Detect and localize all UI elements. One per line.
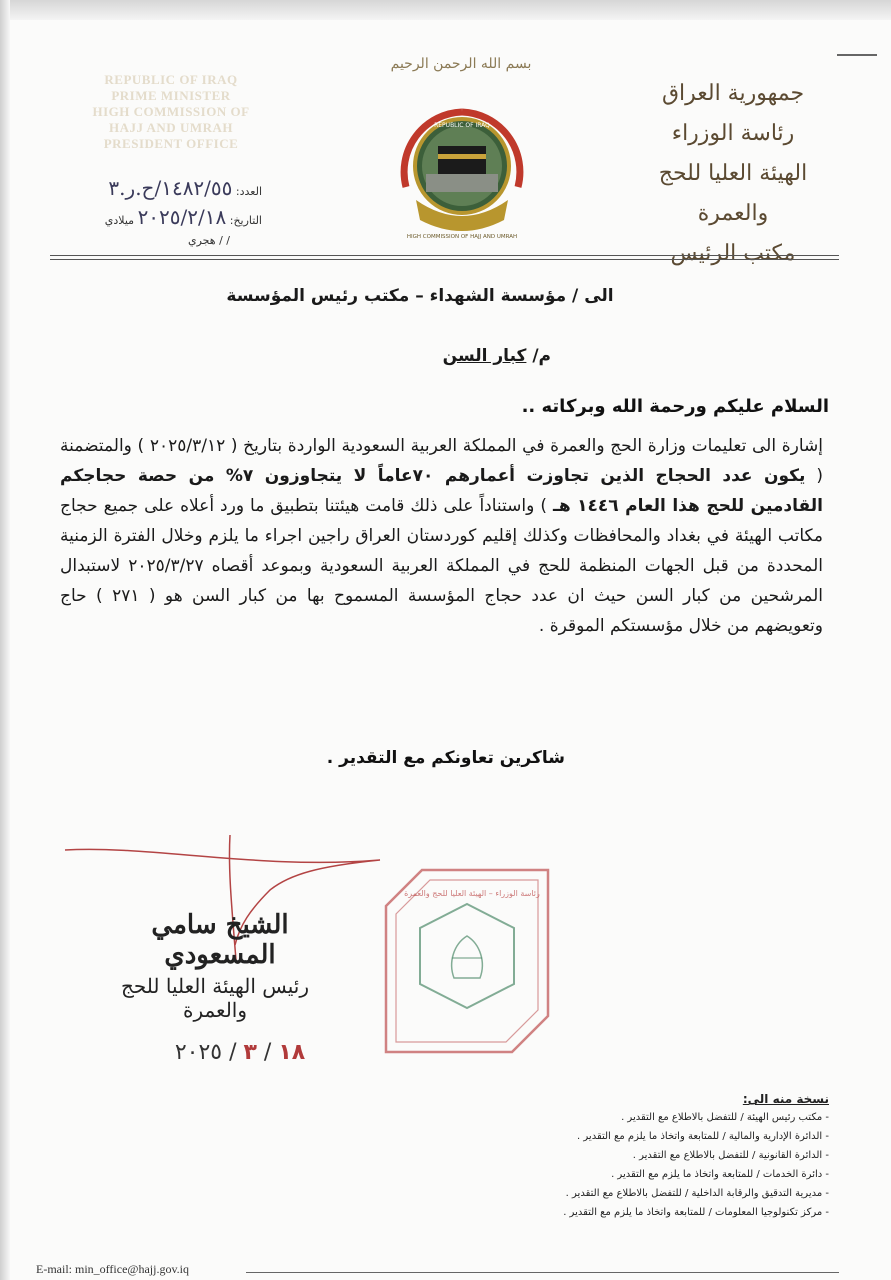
subject-line [443, 346, 551, 366]
reference-number-row [62, 176, 262, 200]
stamp-text: رئاسة الوزراء – الهيئة العليا للحج والعمرة [404, 889, 540, 898]
arabic-letterhead [633, 74, 833, 274]
signatory-name: الشيخ سامي المسعودي [151, 910, 289, 970]
reference-number-value: ١٤٨٢/٥٥/ح.ر.٣ [108, 176, 233, 200]
scan-edge-left [0, 0, 10, 1280]
body-text: إشارة الى تعليمات وزارة الحج والعمرة في المملكة العربية السعودية الواردة بتاريخ ( ٢٠٢٥/٣/١٢ ) والمتضمنة ( [60, 436, 824, 486]
cc-item: - مركز تكنولوجيا المعلومات / للمتابعة واتخاذ ما يلزم مع التقدير . [563, 1207, 829, 1218]
arabic-line: رئاسة الوزراء [671, 121, 795, 146]
letter-body [60, 431, 823, 641]
body-text: ) واستناداً على ذلك قامت هيئتنا بتطبيق ما ورد أعلاه على جميع حجاج مكاتب الهيئة في بغداد والمحافظات وكذلك إقليم كوردستان العراق راجين اجراء ما يلزم وخلال الفترة الزمنية المحددة من قبل الجهات المنظمة للحج في المملكة العربية السعودية وبموعد أقصاه ٢٠٢٥/٣/٢٧ لاستبدال المرشحين من كبار السن حيث ان عدد حجاج المؤسسة المسموح بها من كبار السن هو ( ٢٧١ ) حاج وتعويضهم من خلال مؤسستكم الموقرة . [60, 496, 824, 636]
reference-hijri-label: هجري [187, 234, 216, 247]
footer-email[interactable]: E-mail: min_office@hajj.gov.iq [36, 1262, 190, 1276]
reference-hijri-row [110, 234, 230, 247]
greeting: السلام عليكم ورحمة الله وبركاته .. [521, 396, 829, 417]
emblem-caption: REPUBLIC OF IRAQ [434, 122, 490, 129]
subject-value: كبار السن [442, 346, 527, 366]
basmala: بسم الله الرحمن الرحيم [390, 56, 532, 72]
arabic-line: الهيئة العليا للحج والعمرة [658, 161, 808, 226]
arabic-line: جمهورية العراق [661, 81, 805, 106]
corner-mark [837, 54, 877, 56]
reference-date-row [90, 205, 262, 229]
cc-list [429, 1108, 829, 1222]
cc-heading: نسخة منه الى: [742, 1092, 829, 1106]
body-highlight: يكون عدد الحجاج الذين تجاوزت أعمارهم ٧٠عاماً لا يتجاوزون ٧% من حصة حجاجكم القادمين للحج هذا العام ١٤٤٦ هـ [60, 466, 823, 516]
subject-prefix: م/ [532, 346, 551, 366]
english-line: HAJJ AND UMRAH [109, 120, 233, 135]
english-line: HIGH COMMISSION OF [92, 104, 250, 119]
emblem-caption: HIGH COMMISSION OF HAJJ AND UMRAH [406, 234, 518, 240]
footer-divider [246, 1272, 839, 1273]
signature-date-year: ٢٠٢٥ [174, 1040, 223, 1065]
header-divider [50, 255, 839, 256]
signature-date: ١٨ / ٣ / ٢٠٢٥ [174, 1040, 306, 1065]
english-line: PRIME MINISTER [111, 88, 231, 103]
recipient-line: الى / مؤسسة الشهداء – مكتب رئيس المؤسسة [226, 286, 614, 306]
reference-number-label: العدد: [235, 185, 262, 198]
scan-edge-top [0, 0, 891, 20]
cc-item: - مديرية التدقيق والرقابة الداخلية / للتفضل بالاطلاع مع التقدير . [565, 1188, 829, 1199]
reference-date-value: ٢٠٢٥/٢/١٨ [137, 205, 227, 229]
closing-line: شاكرين تعاونكم مع التقدير . [326, 748, 565, 768]
signature-date-day: ١٨ [278, 1040, 306, 1065]
cc-item: - دائرة الخدمات / للمتابعة واتخاذ ما يلزم مع التقدير . [611, 1169, 829, 1180]
reference-date-label: التاريخ: [229, 214, 262, 227]
reference-gregorian: ميلادي [104, 214, 135, 227]
cc-item: - الدائرة القانونية / للتفضل بالاطلاع مع التقدير . [632, 1150, 829, 1161]
english-letterhead [76, 72, 266, 152]
english-line: PRESIDENT OFFICE [103, 136, 239, 151]
arabic-line: مكتب الرئيس [670, 241, 796, 266]
cc-item: - الدائرة الإدارية والمالية / للمتابعة واتخاذ ما يلزم مع التقدير . [577, 1131, 829, 1142]
cc-item: - مكتب رئيس الهيئة / للتفضل بالاطلاع مع التقدير . [621, 1112, 829, 1123]
reference-hijri-value: / / [219, 234, 230, 247]
header-divider [50, 259, 839, 260]
signature-date-month: ٣ [243, 1040, 257, 1065]
official-stamp-icon [382, 866, 552, 1056]
commission-emblem-icon [386, 92, 538, 242]
signatory-title: رئيس الهيئة العليا للحج والعمرة [120, 974, 310, 1022]
english-line: REPUBLIC OF IRAQ [104, 72, 238, 87]
